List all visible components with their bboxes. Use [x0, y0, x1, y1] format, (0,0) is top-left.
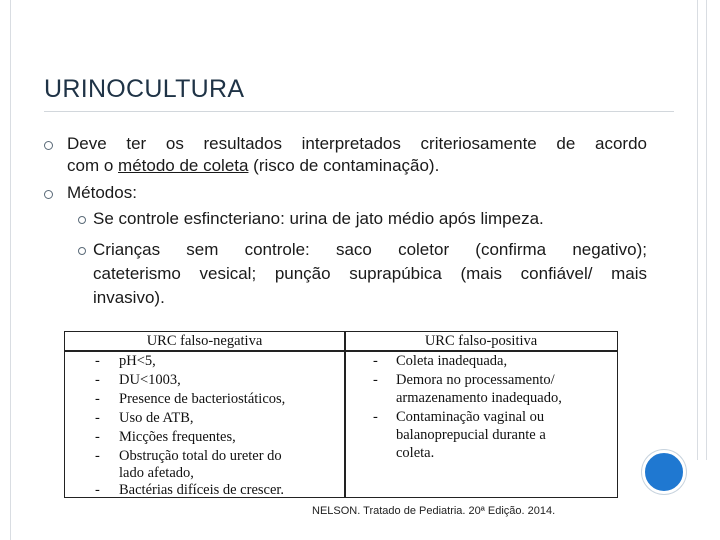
table-right-row: Demora no processamento/: [396, 372, 555, 388]
table-dash: -: [373, 409, 378, 425]
table-dash: -: [95, 353, 100, 369]
bullet-1-line-2: [67, 155, 647, 177]
sub-bullet-2-line-2: cateterismo vesical; punção suprapúbica (mais confiável/ mais: [93, 264, 647, 283]
bullet-2-text: Métodos:: [67, 183, 137, 202]
table-right-row: balanoprepucial durante a: [396, 427, 546, 443]
table-left-row: Obstrução total do ureter do: [119, 448, 282, 464]
table-dash: -: [95, 391, 100, 407]
urc-comparison-table: [64, 331, 618, 498]
table-dash: -: [95, 448, 100, 464]
sub-bullet-circle-icon: [78, 216, 86, 224]
table-left-header: URC falso-negativa: [146, 333, 263, 349]
table-dash: -: [373, 372, 378, 388]
bullet-1-suffix: (risco de contaminação).: [248, 156, 440, 175]
footer-citation: NELSON. Tratado de Pediatria. 20ª Edição. 2014.: [312, 505, 556, 517]
bullet-circle-icon: [44, 190, 53, 199]
bullet-1-underlined: método de coleta: [118, 156, 249, 175]
slide-title: URINOCULTURA: [44, 75, 245, 103]
table-dash: -: [373, 353, 378, 369]
table-left-row: Uso de ATB,: [119, 410, 194, 426]
table-left-row: Bactérias difíceis de crescer.: [119, 482, 285, 498]
sub-bullet-2-line-1: Crianças sem controle: saco coletor (confirma negativo);: [93, 240, 647, 259]
table-right-row: Contaminação vaginal ou: [396, 409, 545, 425]
table-dash: -: [95, 429, 100, 445]
left-border-line: [10, 0, 11, 540]
table-left-row: Micções frequentes,: [119, 429, 236, 445]
sub-bullet-2-line-3: invasivo).: [93, 288, 165, 307]
table-right-row: coleta.: [396, 445, 435, 461]
right-border-line-outer: [706, 0, 707, 460]
table-left-row: pH<5,: [119, 353, 156, 369]
table-dash: -: [95, 482, 100, 498]
table-right-header: URC falso-positiva: [424, 333, 538, 349]
right-border-line: [697, 0, 698, 460]
table-right-row: Coleta inadequada,: [396, 353, 508, 369]
bullet-circle-icon: [44, 141, 53, 150]
table-dash: -: [95, 410, 100, 426]
title-underline: [44, 111, 674, 112]
table-dash: -: [95, 372, 100, 388]
sub-bullet-1-text: Se controle esfincteriano: urina de jato médio após limpeza.: [93, 209, 544, 228]
table-column-divider: [344, 332, 346, 497]
slide-decoration-circle: [642, 450, 686, 494]
table-right-row: armazenamento inadequado,: [396, 390, 562, 406]
table-left-row: Presence de bacteriostáticos,: [119, 391, 286, 407]
bullet-1-prefix: com o: [67, 156, 119, 175]
bullet-1-line-1: Deve ter os resultados interpretados criteriosamente de acordo: [67, 134, 647, 153]
table-left-row: lado afetado,: [119, 465, 194, 481]
table-left-row: DU<1003,: [119, 372, 181, 388]
sub-bullet-circle-icon: [78, 247, 86, 255]
